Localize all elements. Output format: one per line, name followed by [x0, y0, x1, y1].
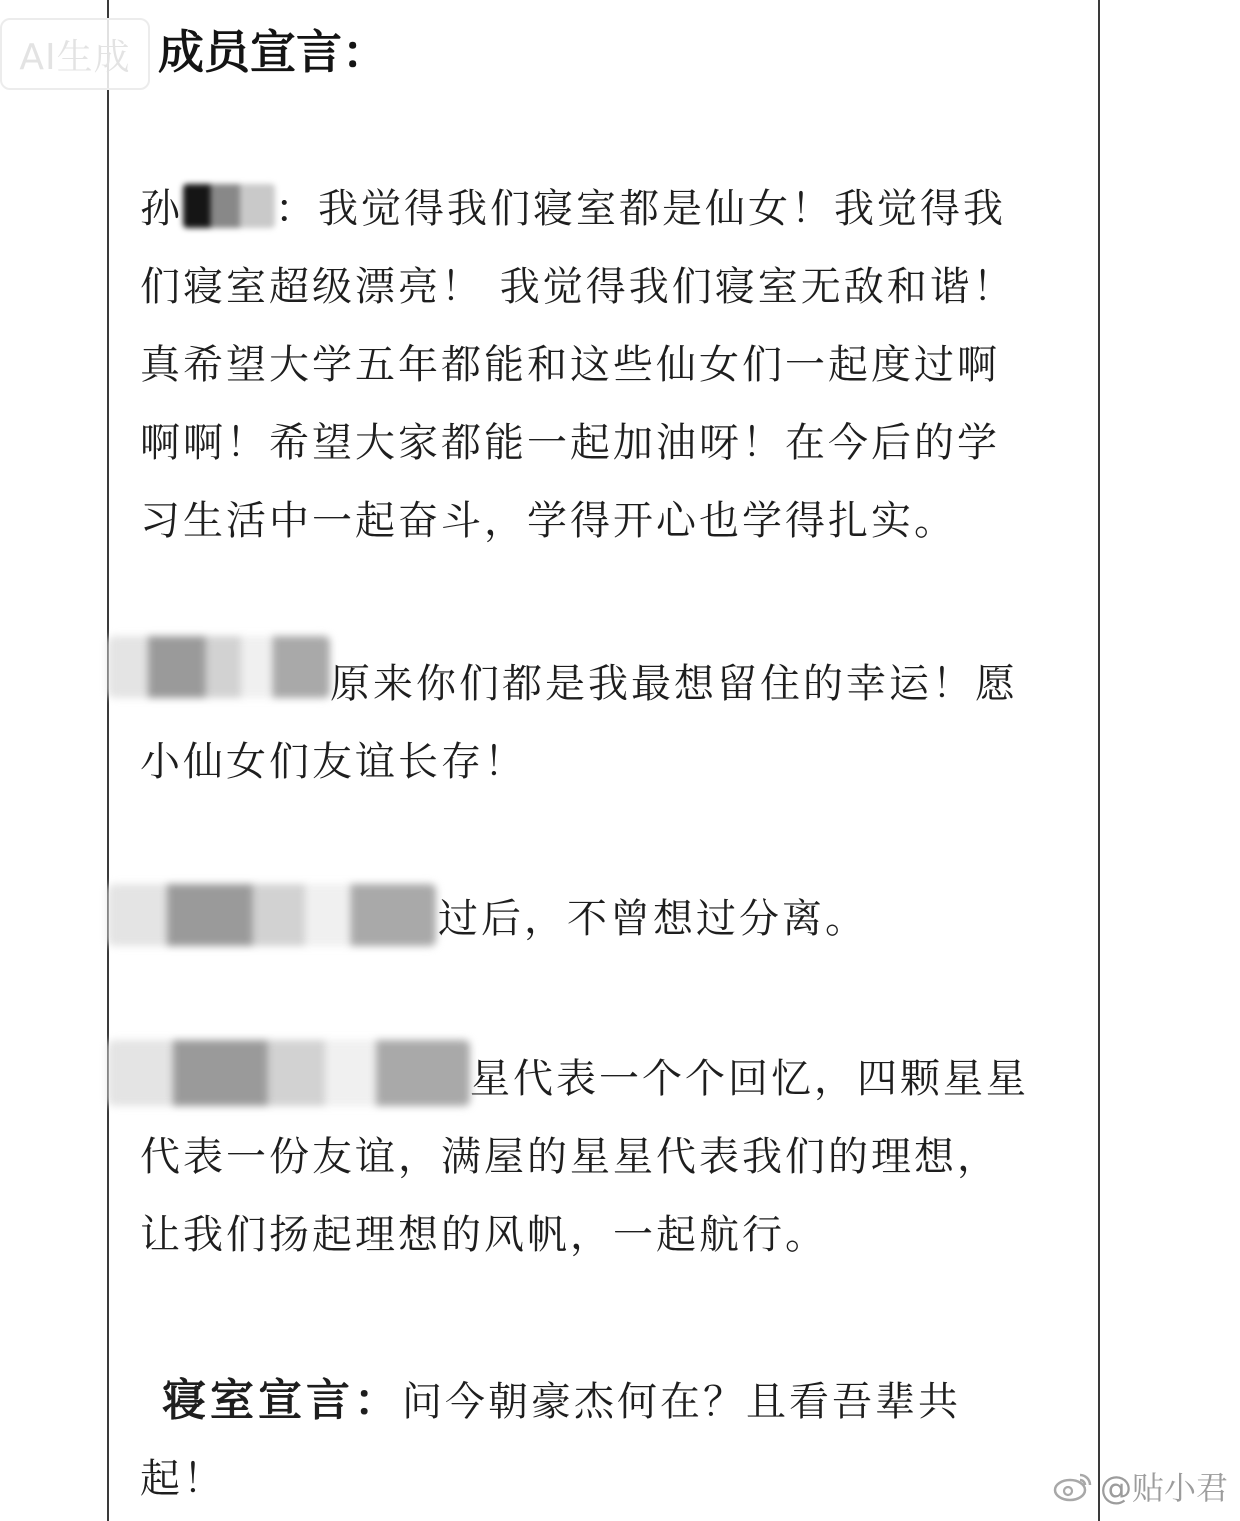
redacted-name [108, 636, 330, 698]
weibo-icon [1052, 1469, 1094, 1503]
member-declaration-text: 让我们扬起理想的风帆，一起航行。 [140, 1212, 828, 1258]
member-declaration-4 [470, 1040, 1080, 1118]
member-declaration-text: 原来你们都是我最想留住的幸运！愿 [330, 661, 1018, 707]
member-declaration-text: 小仙女们友谊长存！ [140, 739, 527, 785]
member-name-prefix: 孙 [140, 186, 183, 232]
member-declaration-text: 习生活中一起奋斗，学得开心也学得扎实。 [140, 498, 957, 544]
weibo-watermark [1052, 1463, 1228, 1509]
member-declaration-3 [438, 880, 1078, 958]
member-declaration-text: 真希望大学五年都能和这些仙女们一起度过啊 [140, 342, 1000, 388]
member-declaration-text: 代表一份友谊，满屋的星星代表我们的理想， [140, 1134, 1000, 1180]
member-declaration-text: 啊啊！希望大家都能一起加油呀！在今后的学 [140, 420, 1000, 466]
dorm-declaration [162, 1362, 1082, 1441]
redacted-name [108, 1040, 470, 1106]
member-declaration-1 [140, 170, 1080, 560]
member-declaration-2 [330, 645, 1070, 723]
ai-generated-badge: AI生成 [0, 18, 150, 90]
redacted-name [108, 884, 436, 946]
watermark-text: @贴小君 [1099, 1469, 1228, 1507]
member-declaration-text: 过后，不曾想过分离。 [438, 896, 868, 942]
left-border-line [107, 0, 109, 1521]
member-declaration-text: ：我觉得我们寝室都是仙女！我觉得我 [275, 186, 1006, 232]
member-declaration-text: 星代表一个个回忆，四颗星星 [470, 1056, 1029, 1102]
member-declaration-text: 们寝室超级漂亮！ 我觉得我们寝室无敌和谐！ [140, 264, 1016, 310]
dorm-declaration-text: 起！ [140, 1456, 226, 1502]
dorm-declaration-text: 问今朝豪杰何在？且看吾辈共 [402, 1379, 961, 1425]
right-border-line [1098, 0, 1100, 1521]
redacted-name [183, 184, 275, 228]
member-declaration-4-cont [140, 1118, 1080, 1274]
page-title: 成员宣言： [158, 25, 388, 79]
member-declaration-2-cont [140, 723, 1080, 801]
dorm-declaration-label: 寝室宣言： [162, 1375, 402, 1426]
dorm-declaration-cont [140, 1440, 1080, 1518]
